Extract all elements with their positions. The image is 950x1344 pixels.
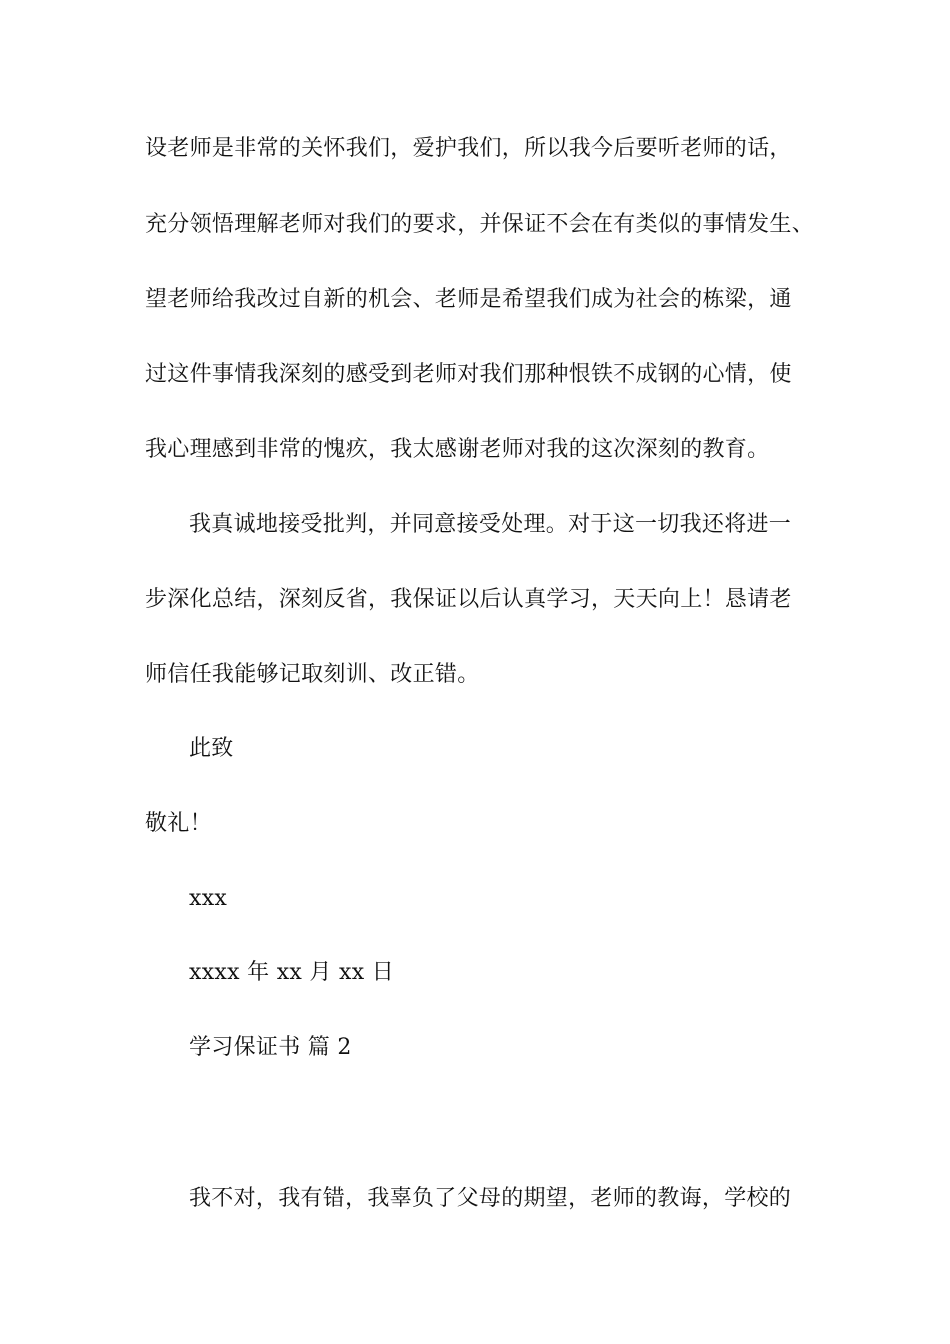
closing-text: 此致 — [189, 736, 234, 761]
body-text-line: 我不对，我有错，我辜负了父母的期望，老师的教诲，学校的 — [189, 1186, 792, 1211]
body-text-line: 充分领悟理解老师对我们的要求，并保证不会在有类似的事情发生、 — [145, 212, 815, 237]
date-text: xxxx 年 xx 月 xx 日 — [189, 960, 395, 985]
body-text-line: 我心理感到非常的愧疚，我太感谢老师对我的这次深刻的教育。 — [145, 437, 770, 462]
body-text-line: 步深化总结，深刻反省，我保证以后认真学习，天天向上！恳请老 — [145, 587, 792, 612]
body-text-line: 望老师给我改过自新的机会、老师是希望我们成为社会的栋梁，通 — [145, 287, 792, 312]
salutation-text: 敬礼！ — [145, 811, 212, 836]
signature-text: xxx — [189, 886, 228, 911]
section-title: 学习保证书 篇 2 — [189, 1035, 352, 1060]
body-text-line: 师信任我能够记取刻训、改正错。 — [145, 662, 480, 687]
body-text-line: 设老师是非常的关怀我们，爱护我们，所以我今后要听老师的话， — [145, 136, 792, 161]
body-text-line: 过这件事情我深刻的感受到老师对我们那种恨铁不成钢的心情，使 — [145, 362, 792, 387]
body-text-line: 我真诚地接受批判，并同意接受处理。对于这一切我还将进一 — [189, 512, 792, 537]
